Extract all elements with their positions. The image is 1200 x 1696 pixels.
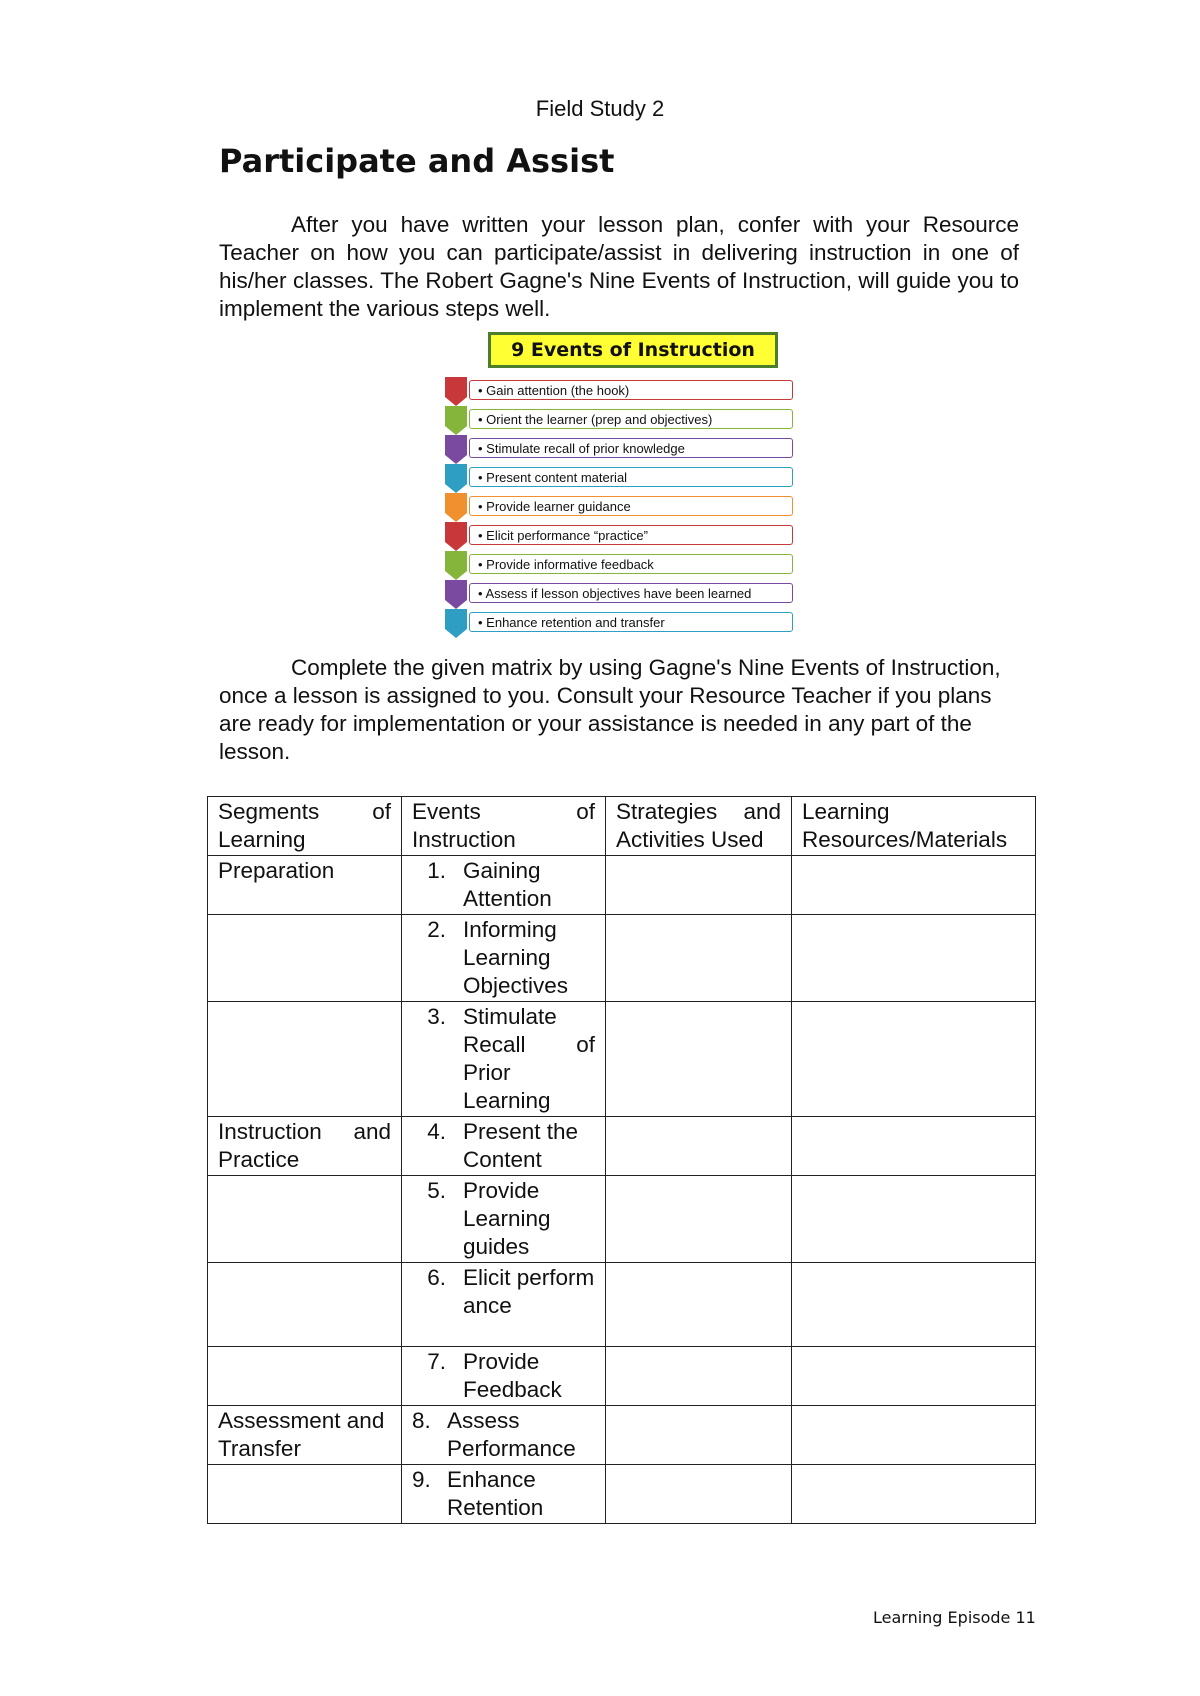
table-row	[208, 1002, 1036, 1117]
header-text: Resources/Materials	[802, 827, 1008, 852]
event-cell	[402, 915, 606, 1002]
strategies-cell[interactable]	[606, 1176, 792, 1263]
header-text: Instruction	[412, 827, 516, 852]
segment-cell	[208, 915, 402, 1002]
intro-paragraph	[219, 211, 1019, 323]
strategies-cell[interactable]	[606, 1347, 792, 1406]
event-cell	[402, 1176, 606, 1263]
chevron-marker-icon	[445, 435, 467, 464]
infographic-item	[445, 609, 795, 638]
instructions-paragraph	[219, 654, 1019, 766]
event-text: Informing Learning Objectives	[463, 917, 569, 998]
infographic-item	[445, 464, 795, 493]
nine-events-infographic	[445, 332, 825, 647]
event-number: 3.	[427, 1004, 446, 1029]
table-row	[208, 1117, 1036, 1176]
event-cell	[402, 1263, 606, 1347]
event-number: 7.	[427, 1349, 446, 1374]
header-strategies	[606, 797, 792, 856]
event-cell	[402, 1117, 606, 1176]
chevron-marker-icon	[445, 406, 467, 435]
infographic-item-label: • Assess if lesson objectives have been learned	[469, 583, 793, 603]
resources-cell[interactable]	[792, 1117, 1036, 1176]
event-text: Enhance Retention	[447, 1467, 544, 1520]
strategies-cell[interactable]	[606, 1263, 792, 1347]
event-number: 4.	[427, 1119, 446, 1144]
event-number: 6.	[427, 1265, 446, 1290]
chevron-marker-icon	[445, 551, 467, 580]
header-text: of	[576, 799, 595, 824]
chevron-marker-icon	[445, 609, 467, 638]
chevron-marker-icon	[445, 464, 467, 493]
segment-cell: Preparation	[208, 856, 402, 915]
chevron-marker-icon	[445, 493, 467, 522]
event-cell	[402, 1465, 606, 1524]
table-row	[208, 1465, 1036, 1524]
resources-cell[interactable]	[792, 1406, 1036, 1465]
instructions-text: Complete the given matrix by using Gagne's Nine Events of Instruction, once a lesson is assigned to you. Consult your Resource Teacher if you plans are ready for implementation or your assistance is needed in any part of the lesson.	[219, 655, 1001, 764]
resources-cell[interactable]	[792, 1263, 1036, 1347]
header-text: Activities Used	[616, 827, 764, 852]
resources-cell[interactable]	[792, 856, 1036, 915]
event-text: Elicit performance	[463, 1265, 595, 1318]
event-number: 8.	[412, 1408, 431, 1433]
event-text: Provide Learning guides	[463, 1178, 551, 1259]
table-row	[208, 1347, 1036, 1406]
chevron-marker-icon	[445, 522, 467, 551]
segment-text: Practice	[218, 1147, 300, 1172]
event-text: Gaining Attention	[463, 858, 552, 911]
header-text: Strategies	[616, 799, 718, 824]
strategies-cell[interactable]	[606, 1406, 792, 1465]
event-number: 1.	[427, 858, 446, 883]
event-text: Provide Feedback	[463, 1349, 562, 1402]
strategies-cell[interactable]	[606, 856, 792, 915]
resources-cell[interactable]	[792, 1002, 1036, 1117]
event-text: Assess Performance	[447, 1408, 576, 1461]
event-cell	[402, 856, 606, 915]
infographic-item	[445, 551, 795, 580]
header-text: Events	[412, 799, 481, 824]
segment-cell	[208, 1002, 402, 1117]
event-number: 2.	[427, 917, 446, 942]
header-text: of	[372, 799, 391, 824]
infographic-item-label: • Stimulate recall of prior knowledge	[469, 438, 793, 458]
page-footer: Learning Episode 11	[873, 1608, 1036, 1627]
infographic-item-label: • Elicit performance “practice”	[469, 525, 793, 545]
infographic-item-label: • Gain attention (the hook)	[469, 380, 793, 400]
event-cell	[402, 1002, 606, 1117]
infographic-title: 9 Events of Instruction	[488, 332, 778, 368]
header-segments	[208, 797, 402, 856]
segment-text: Instruction	[218, 1119, 322, 1144]
header-events	[402, 797, 606, 856]
event-cell	[402, 1406, 606, 1465]
header-text: and	[743, 799, 781, 824]
event-number: 5.	[427, 1178, 446, 1203]
gagne-matrix-table	[207, 796, 1036, 1524]
segment-cell: Assessment and Transfer	[208, 1406, 402, 1465]
segment-cell	[208, 1176, 402, 1263]
event-cell	[402, 1347, 606, 1406]
page-header: Field Study 2	[535, 96, 665, 121]
segment-cell	[208, 1347, 402, 1406]
infographic-item	[445, 377, 795, 406]
table-row	[208, 915, 1036, 1002]
chevron-marker-icon	[445, 377, 467, 406]
table-row	[208, 856, 1036, 915]
table-header-row	[208, 797, 1036, 856]
header-text: Learning	[218, 827, 306, 852]
event-text: Stimulate Recall of Prior Learning	[463, 1004, 595, 1113]
table-row	[208, 1176, 1036, 1263]
resources-cell[interactable]	[792, 1176, 1036, 1263]
infographic-item	[445, 522, 795, 551]
segment-cell	[208, 1465, 402, 1524]
table-row	[208, 1263, 1036, 1347]
strategies-cell[interactable]	[606, 1117, 792, 1176]
strategies-cell[interactable]	[606, 915, 792, 1002]
infographic-item	[445, 435, 795, 464]
infographic-item-label: • Provide informative feedback	[469, 554, 793, 574]
resources-cell[interactable]	[792, 915, 1036, 1002]
strategies-cell[interactable]	[606, 1465, 792, 1524]
strategies-cell[interactable]	[606, 1002, 792, 1117]
infographic-item-label: • Orient the learner (prep and objectives)	[469, 409, 793, 429]
header-text: Segments	[218, 799, 320, 824]
infographic-item-label: • Present content material	[469, 467, 793, 487]
segment-cell	[208, 1117, 402, 1176]
event-text: Present the Content	[463, 1119, 579, 1172]
event-number: 9.	[412, 1467, 431, 1492]
infographic-item	[445, 406, 795, 435]
infographic-item-label: • Provide learner guidance	[469, 496, 793, 516]
infographic-item	[445, 580, 795, 609]
infographic-item-label: • Enhance retention and transfer	[469, 612, 793, 632]
header-text: Learning	[802, 799, 890, 824]
resources-cell[interactable]	[792, 1347, 1036, 1406]
chevron-marker-icon	[445, 580, 467, 609]
infographic-item	[445, 493, 795, 522]
segment-cell	[208, 1263, 402, 1347]
segment-text: and	[353, 1119, 391, 1144]
intro-text: After you have written your lesson plan, confer with your Resource Teacher on how you can participate/assist in delivering instruction in one of his/her classes. The Robert Gagne's Nine Events of Instruction, will guide you to implement the various steps well.	[219, 212, 1019, 321]
table-row	[208, 1406, 1036, 1465]
page-title: Participate and Assist	[219, 142, 615, 180]
header-resources	[792, 797, 1036, 856]
resources-cell[interactable]	[792, 1465, 1036, 1524]
